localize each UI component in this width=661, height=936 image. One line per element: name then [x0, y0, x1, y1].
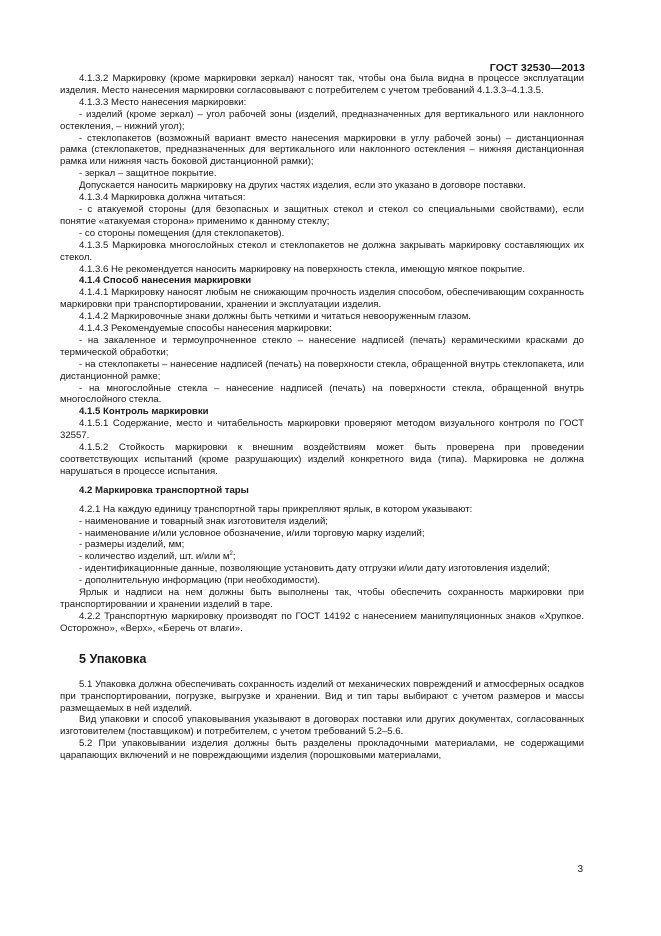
list-item-text: - количество изделий, шт. и/или м — [79, 551, 230, 563]
paragraph: 5.2 При упаковывании изделия должны быть разделены прокладочными материалами, не содержащими царапающих включений и не повреждающими изделия (порошковыми материалами, — [60, 738, 584, 762]
paragraph: 4.1.3.4 Маркировка должна читаться: — [79, 192, 246, 204]
paragraph: 5.1 Упаковка должна обеспечивать сохранность изделий от механических повреждений и атмосферных осадков при транспортировании, погрузке, выгрузке и хранении. Вид и тип тары выбирают с учетом размеров и массы размещаемых в ней изделий. — [60, 678, 584, 714]
superscript: 2 — [229, 551, 233, 558]
paragraph: Допускается наносить маркировку на других частях изделия, если это указано в договоре поставки. — [79, 180, 526, 192]
page-number: 3 — [577, 864, 583, 875]
paragraph: 4.1.5.1 Содержание, место и читабельность маркировки проверяют методом визуального контроля по ГОСТ 32557. — [60, 418, 584, 442]
paragraph: 4.2.2 Транспортную маркировку производят по ГОСТ 14192 с нанесением манипуляционных знаков «Хрупкое. Осторожно», «Верх», «Беречь от влаги». — [60, 610, 584, 634]
document-body — [60, 73, 584, 762]
list-item: - со стороны помещения (для стеклопакетов). — [79, 227, 285, 239]
list-item: - на закаленное и термоупрочненное стекло – нанесение надписей (печать) керамическими красками до термической обработки; — [60, 334, 584, 358]
subsection-heading: 4.2 Маркировка транспортной тары — [79, 484, 249, 496]
list-item: - наименование и/или условное обозначение, и/или торговую марку изделий; — [79, 527, 425, 539]
paragraph: 4.1.4.3 Рекомендуемые способы нанесения маркировки: — [79, 323, 332, 335]
list-item — [60, 551, 584, 563]
paragraph: 4.1.4.1 Маркировку наносят любым не снижающим прочность изделия способом, обеспечивающим сохранность маркировки при транспортировании, хранении и эксплуатации изделия. — [60, 287, 584, 311]
section-heading: 5 Упаковка — [79, 651, 147, 666]
list-item: - наименование и товарный знак изготовителя изделий; — [79, 515, 328, 527]
list-item: - идентификационные данные, позволяющие установить дату отгрузки и/или дату изготовления изделий; — [79, 563, 550, 575]
list-item: - с атакуемой стороны (для безопасных и защитных стекол и стекол со специальными свойствами), если понятие «атакуемая сторона» применимо к данному стеклу; — [60, 203, 584, 227]
list-item: - дополнительную информацию (при необходимости). — [79, 575, 321, 587]
paragraph: 4.1.3.5 Маркировка многослойных стекол и стеклопакетов не должна закрывать маркировку составляющих их стекол. — [60, 239, 584, 263]
list-item: - на стеклопакеты – нанесение надписей (печать) на поверхности стекла, обращенной внутрь стеклопакета, или дистанционной рамке; — [60, 358, 584, 382]
list-item-tail: ; — [232, 551, 236, 563]
paragraph: 4.1.3.3 Место нанесения маркировки: — [79, 96, 247, 108]
list-item: - стеклопакетов (возможный вариант вместо нанесения маркировки в углу рабочей зоны) – дистанционная рамка (стеклопакетов, предназначенных для вертикального или наклонного остекления – нижняя дистанционная рамка или нижняя часть боковой дистанционной рамки); — [60, 132, 584, 168]
document-id-header: ГОСТ 32530—2013 — [489, 62, 585, 74]
list-item: - на многослойные стекла – нанесение надписей (печать) на поверхности стекла, обращенной внутрь многослойного стекла. — [60, 382, 584, 406]
paragraph: Ярлык и надписи на нем должны быть выполнены так, чтобы обеспечить сохранность маркировки при транспортировании и хранении изделий в таре. — [60, 587, 584, 610]
subsection-heading: 4.1.4 Способ нанесения маркировки — [79, 275, 252, 287]
paragraph: 4.1.5.2 Стойкость маркировки к внешним воздействиям может быть проверена при проведении соответствующих испытаний (кроме разрушающих) изделий конкретного вида (типа). Маркировка не должна нарушаться в процессе испытания. — [60, 442, 584, 477]
paragraph: 4.1.3.2 Маркировку (кроме маркировки зеркал) наносят так, чтобы она была видна в процессе эксплуатации изделия. Место нанесения маркировки согласовывают с потребителем с учетом требований 4.1.3.3–4.1.3.5. — [60, 73, 584, 96]
paragraph: 4.2.1 На каждую единицу транспортной тары прикрепляют ярлык, в котором указывают: — [79, 503, 473, 515]
paragraph: Вид упаковки и способ упаковывания указывают в договорах поставки или других документах, согласованных изготовителем (поставщиком) и потребителем, с учетом требований 5.2–5.6. — [60, 714, 584, 738]
list-item: - изделий (кроме зеркал) – угол рабочей зоны (изделий, предназначенных для вертикального или наклонного остекления, – нижний угол); — [60, 108, 584, 132]
paragraph: 4.1.3.6 Не рекомендуется наносить маркировку на поверхность стекла, имеющую мягкое покрытие. — [79, 263, 526, 275]
paragraph: 4.1.4.2 Маркировочные знаки должны быть четкими и читаться невооруженным глазом. — [79, 311, 471, 323]
list-item: - размеры изделий, мм; — [79, 539, 185, 551]
list-item: - зеркал – защитное покрытие. — [79, 168, 217, 180]
subsection-heading: 4.1.5 Контроль маркировки — [79, 406, 209, 418]
